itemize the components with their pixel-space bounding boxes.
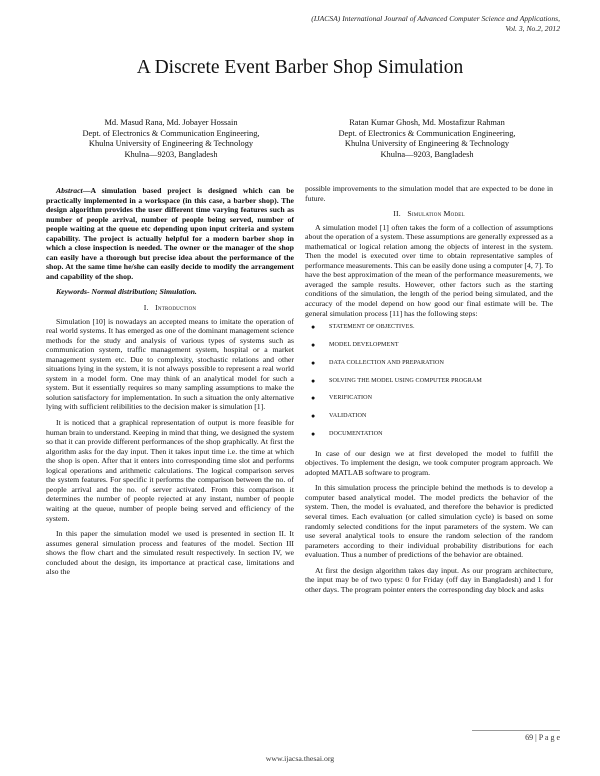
body-paragraph: A simulation model [1] often takes the form of a collection of assumptions about the operation of a system. These assumptions are generally expressed as a mathematical or logical relation among the objects of interest in the system. Then the model is executed over time to obtain representative samples of performance measurements. This can be easily done using a computer [4, 7]. To have the best approximation of the mean of the performance measurements, we averaged the sample results. However, other factors such as the starting conditions of the simulation, the length of the period being simulated, and the accuracy of the model depend on how good our final estimate will be. The general simulation process [11] has the following steps: xyxy=(305,222,553,318)
abstract-text: —A simulation based project is designed which can be practically implemented in a workspace (in this case, a barber shop). The design algorithm provides the user different time varying features such as number of people arrival, number of people being served, number of people waiting at the queue etc depending upon input criteria and system capability. The project is actually helpful for a modern barber shop in which a close inspection is needed. The owner or the manager of the shop can easily have a thorough but precise idea about the performance of the shop. At the same time he/she can easily decide to modify the arrangement and capability of the shop. xyxy=(46,186,294,281)
bullet-icon: ● xyxy=(311,358,316,367)
section-heading-introduction xyxy=(46,303,294,313)
footer-url: www.ijacsa.thesai.org xyxy=(265,754,335,763)
author-block-1 xyxy=(56,118,286,160)
author-names: Md. Masud Rana, Md. Jobayer Hossain xyxy=(104,118,238,127)
list-item xyxy=(305,342,553,349)
section-title: Introduction xyxy=(155,303,197,313)
author-dept: Dept. of Electronics & Communication Engineering, xyxy=(338,128,516,138)
list-item xyxy=(305,360,553,367)
keywords: Keywords- Normal distribution; Simulation. xyxy=(56,287,197,297)
left-column xyxy=(46,186,294,583)
list-item-text: DATA COLLECTION AND PREPARATION xyxy=(329,359,444,366)
list-item xyxy=(305,413,553,420)
body-paragraph: At first the design algorithm takes day input. As our program architecture, the input may be of two types: 0 for Friday (off day in Bangladesh) and 1 for other days. The program pointer enters the corresponding day block and asks xyxy=(305,565,553,594)
bullet-icon: ● xyxy=(311,429,316,438)
journal-volume: Vol. 3, No.2, 2012 xyxy=(505,24,560,33)
journal-header xyxy=(311,14,560,34)
body-paragraph: It is noticed that a graphical representation of output is more feasible for human brain to understand. Keeping in mind that thing, we designed the system so that it can provide different performances of the shop graphically. At first the algorithm asks for the day input. Then it takes input time i.e. the time at which the shop is open. After that it enters into corresponding time slot and performs logical operations and arithmetic calculations. The logical comparison serves the system features. For specific it performs the comparison between the no. of people arrival and the no. of server activated. From this comparison it determines the number of people rejected at any instant, number of people waiting at the queue, number of people being served and efficiency of the system. xyxy=(46,418,294,523)
author-city: Khulna—9203, Bangladesh xyxy=(380,149,474,159)
list-item-text: MODEL DEVELOPMENT xyxy=(329,341,399,348)
list-item-text: SOLVING THE MODEL USING COMPUTER PROGRAM xyxy=(329,377,482,384)
simulation-steps-list xyxy=(305,324,553,438)
section-title: Simulation Model xyxy=(407,209,465,219)
author-university: Khulna University of Engineering & Technology xyxy=(344,139,510,148)
bullet-icon: ● xyxy=(311,412,316,421)
body-paragraph-continued: possible improvements to the simulation model that are expected to be done in future. xyxy=(305,184,553,203)
list-item xyxy=(305,431,553,438)
bullet-icon: ● xyxy=(311,323,316,332)
list-item xyxy=(305,378,553,385)
section-heading-simulation-model xyxy=(305,209,553,219)
list-item-text: DOCUMENTATION xyxy=(329,430,383,437)
right-column xyxy=(305,184,553,600)
author-names: Ratan Kumar Ghosh, Md. Mostafizur Rahman xyxy=(349,118,505,127)
abstract xyxy=(46,186,294,281)
body-paragraph: Simulation [10] is nowadays an accepted means to imitate the operation of real world systems. It has emerged as one of the dominant management science methods for the study and analysis of various types of systems such as communication system, traffic management system, hospital or a market management system etc. Due to complexity, stochastic relations and other situations lying in the system, it is not always possible to represent a real world system in a model form. One may think of an analytical model for such a system. But it essentially requires so many sampling assumptions to make the solution satisfactory for implementation. In such a situation the only alternative lying with sufficient relibilities to the decision maker is simulation [1]. xyxy=(46,316,294,412)
bullet-icon: ● xyxy=(311,340,316,349)
bullet-icon: ● xyxy=(311,376,316,385)
list-item-text: STATEMENT OF OBJECTIVES. xyxy=(329,324,415,331)
section-number: II. xyxy=(393,209,401,219)
list-item-text: VALIDATION xyxy=(329,413,367,420)
author-university: Khulna University of Engineering & Technology xyxy=(88,139,254,148)
author-city: Khulna—9203, Bangladesh xyxy=(124,149,218,159)
bullet-icon: ● xyxy=(311,394,316,403)
page-number-rule xyxy=(472,730,560,731)
page-number xyxy=(525,733,560,742)
list-item-text: VERIFICATION xyxy=(329,395,373,402)
journal-name: (IJACSA) International Journal of Advanced Computer Science and Applications, xyxy=(311,14,560,23)
abstract-label: Abstract xyxy=(56,186,83,195)
body-paragraph: In case of our design we at first developed the model to fulfill the objectives. To implement the design, we took computer program approach. We adopted MATLAB software to program. xyxy=(305,448,553,477)
section-number: I. xyxy=(143,303,149,313)
page-number-text: 69 | P a g e xyxy=(525,733,560,742)
author-dept: Dept. of Electronics & Communication Engineering, xyxy=(82,128,260,138)
author-block-2 xyxy=(312,118,542,160)
paper-title: A Discrete Event Barber Shop Simulation xyxy=(136,57,464,78)
list-item xyxy=(305,395,553,402)
body-paragraph: In this simulation process the principle behind the methods is to develop a computer based analytical model. The model predicts the behavior of the system. Then, the model is evaluated, and therefore the behavior is predicted several times. Each evaluation (or called simulation cycle) is based on some randomly selected conditions for the input parameters of the system. We can use several analytical tools to ensure the random selection of the random parameters according to their individual probability distributions for each evaluation. Thus a number of predictions of the behavior are obtained. xyxy=(305,483,553,560)
body-paragraph: In this paper the simulation model we used is presented in section II. It assumes general simulation process and features of the model. Section III shows the flow chart and the simulated result respectively. In section IV, we concluded about the design, its importance at practical case, limitations and also the xyxy=(46,529,294,577)
list-item xyxy=(305,324,553,331)
